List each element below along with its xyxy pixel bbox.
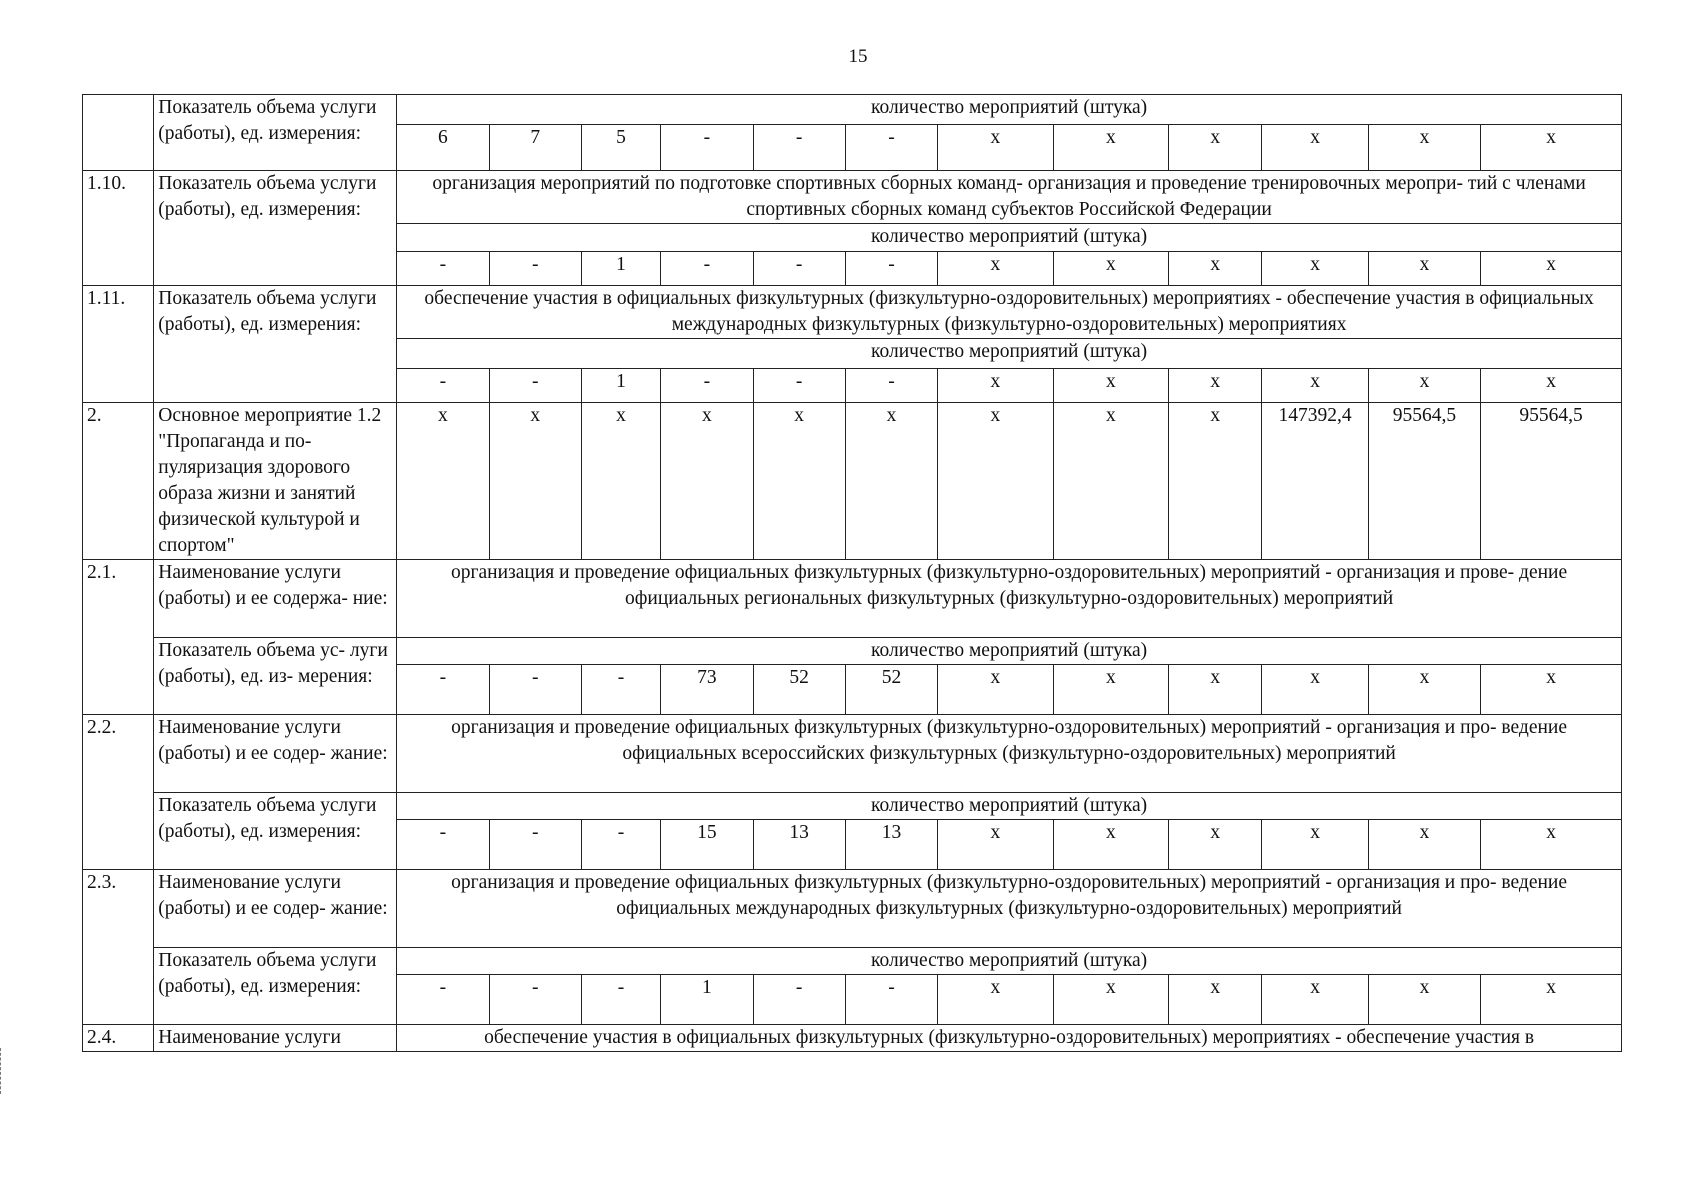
value-cell: - [753, 369, 845, 403]
value-cell: x [1262, 252, 1368, 286]
value-cell: 52 [845, 665, 937, 715]
value-cell: - [845, 252, 937, 286]
unit-label: количество мероприятий (штука) [397, 638, 1622, 665]
value-cell: x [1262, 820, 1368, 870]
value-cell: - [845, 975, 937, 1025]
row-number: 2.4. [83, 1025, 154, 1052]
value-cell: x [1053, 125, 1168, 171]
value-cell: - [489, 665, 581, 715]
value-cell: x [1053, 369, 1168, 403]
row-label: Наименование услуги (работы) и ее содержа- ние: [154, 560, 397, 638]
unit-label: количество мероприятий (штука) [397, 95, 1622, 125]
value-cell: - [397, 975, 489, 1025]
value-cell: x [1053, 975, 1168, 1025]
value-cell: - [489, 369, 581, 403]
value-cell: x [1262, 125, 1368, 171]
row-number: 1.10. [83, 171, 154, 286]
row-label: Основное мероприятие 1.2 "Пропаганда и по- пуляризация здорового образа жизни и занятий физической культурой и спортом" [154, 403, 397, 560]
value-cell: x [1481, 125, 1622, 171]
value-cell: - [397, 252, 489, 286]
row-number: 1.11. [83, 286, 154, 403]
value-cell: - [581, 820, 660, 870]
value-cell: x [397, 403, 489, 560]
row-label: Наименование услуги (работы) и ее содер- жание: [154, 870, 397, 948]
value-cell: 13 [753, 820, 845, 870]
service-description: обеспечение участия в официальных физкультурных (физкультурно-оздоровительных) мероприятиях - обеспечение участия в [397, 1025, 1622, 1052]
service-description: организация мероприятий по подготовке спортивных сборных команд- организация и проведение тренировочных меропри- тий с членами спортивных сборных команд субъектов Российской Федерации [397, 171, 1622, 224]
value-cell: x [1169, 125, 1262, 171]
row-label: Показатель объема ус- луги (работы), ед. из- мерения: [154, 638, 397, 715]
service-description: организация и проведение официальных физкультурных (физкультурно-оздоровительных) мероприятий - организация и про- ведение официальных международных физкультурных (физкультурно-оздоровительных) мероприятий [397, 870, 1622, 948]
value-cell: x [1169, 665, 1262, 715]
value-cell: 5 [581, 125, 660, 171]
value-cell: 7 [489, 125, 581, 171]
value-cell: x [1169, 252, 1262, 286]
row-number: 2.1. [83, 560, 154, 715]
row-label: Показатель объема услуги (работы), ед. измерения: [154, 286, 397, 403]
value-cell: - [661, 369, 753, 403]
value-cell: x [1262, 975, 1368, 1025]
unit-label: количество мероприятий (штука) [397, 948, 1622, 975]
value-cell: - [397, 820, 489, 870]
value-cell: 1 [581, 252, 660, 286]
value-cell: x [1368, 125, 1480, 171]
scan-margin-mark [0, 1048, 4, 1094]
value-cell: x [1053, 820, 1168, 870]
row-number: 2.2. [83, 715, 154, 870]
value-cell: - [489, 975, 581, 1025]
value-cell: x [1368, 975, 1480, 1025]
value-cell: 73 [661, 665, 753, 715]
value-cell: x [1169, 975, 1262, 1025]
unit-label: количество мероприятий (штука) [397, 339, 1622, 369]
value-cell: - [753, 252, 845, 286]
value-cell: - [489, 820, 581, 870]
value-cell: x [938, 403, 1053, 560]
value-cell: - [581, 665, 660, 715]
value-cell: 13 [845, 820, 937, 870]
row-label: Наименование услуги (работы) и ее содер- жание: [154, 715, 397, 793]
value-cell: x [1053, 252, 1168, 286]
value-cell: x [489, 403, 581, 560]
value-cell: 52 [753, 665, 845, 715]
service-description: организация и проведение официальных физкультурных (физкультурно-оздоровительных) мероприятий - организация и прове- дение официальных региональных физкультурных (физкультурно-оздоровительных) мероприятий [397, 560, 1622, 638]
value-cell: x [1169, 403, 1262, 560]
unit-label: количество мероприятий (штука) [397, 224, 1622, 252]
value-cell: x [581, 403, 660, 560]
value-cell: x [1481, 820, 1622, 870]
value-cell: - [661, 125, 753, 171]
service-description: обеспечение участия в официальных физкультурных (физкультурно-оздоровительных) мероприятиях - обеспечение участия в официальных международных физкультурных (физкультурно-оздоровительных) мероприятиях [397, 286, 1622, 339]
value-cell: x [1169, 369, 1262, 403]
value-cell: - [489, 252, 581, 286]
row-label: Показатель объема услуги (работы), ед. измерения: [154, 171, 397, 286]
value-cell: x [938, 665, 1053, 715]
value-cell: - [397, 665, 489, 715]
row-number: 2. [83, 403, 154, 560]
value-cell: x [938, 369, 1053, 403]
value-cell: x [938, 252, 1053, 286]
value-cell: x [753, 403, 845, 560]
value-cell: - [753, 975, 845, 1025]
value-cell: x [1053, 665, 1168, 715]
value-cell: 15 [661, 820, 753, 870]
program-table [82, 94, 1622, 1052]
value-cell: x [938, 820, 1053, 870]
value-cell: x [1368, 252, 1480, 286]
service-description: организация и проведение официальных физкультурных (физкультурно-оздоровительных) мероприятий - организация и про- ведение официальных всероссийских физкультурных (физкультурно-оздоровительных) мероприятий [397, 715, 1622, 793]
value-cell: x [1481, 369, 1622, 403]
value-cell: x [845, 403, 937, 560]
value-cell: 1 [661, 975, 753, 1025]
value-cell: - [581, 975, 660, 1025]
value-cell: x [1368, 665, 1480, 715]
page-number: 15 [848, 46, 868, 67]
value-cell: x [1368, 820, 1480, 870]
value-cell: 6 [397, 125, 489, 171]
unit-label: количество мероприятий (штука) [397, 793, 1622, 820]
value-cell: - [661, 252, 753, 286]
row-label: Показатель объема услуги (работы), ед. измерения: [154, 95, 397, 171]
value-cell: x [1262, 369, 1368, 403]
values-row [83, 403, 1622, 560]
row-label: Показатель объема услуги (работы), ед. измерения: [154, 793, 397, 870]
value-cell: - [753, 125, 845, 171]
value-cell: - [845, 369, 937, 403]
value-cell: x [938, 975, 1053, 1025]
value-cell: x [1481, 252, 1622, 286]
value-cell: x [938, 125, 1053, 171]
row-number-cell [83, 95, 154, 171]
row-label: Показатель объема услуги (работы), ед. измерения: [154, 948, 397, 1025]
value-cell: x [1481, 975, 1622, 1025]
row-number: 2.3. [83, 870, 154, 1025]
value-cell: x [1169, 820, 1262, 870]
row-label: Наименование услуги [154, 1025, 397, 1052]
value-cell: - [845, 125, 937, 171]
value-cell: - [397, 369, 489, 403]
value-cell: x [661, 403, 753, 560]
value-cell: 95564,5 [1481, 403, 1622, 560]
value-cell: 95564,5 [1368, 403, 1480, 560]
value-cell: 1 [581, 369, 660, 403]
value-cell: 147392,4 [1262, 403, 1368, 560]
value-cell: x [1262, 665, 1368, 715]
value-cell: x [1481, 665, 1622, 715]
value-cell: x [1053, 403, 1168, 560]
value-cell: x [1368, 369, 1480, 403]
